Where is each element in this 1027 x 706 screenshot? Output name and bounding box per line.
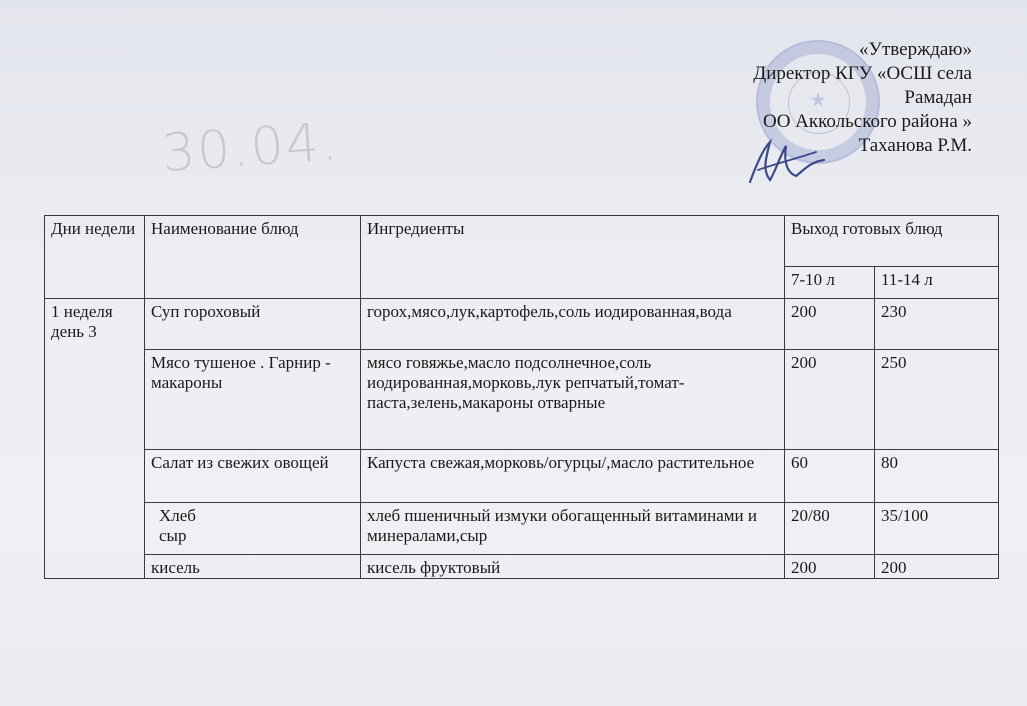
dish-name — [145, 503, 361, 555]
output-7-10: 200 — [785, 555, 875, 579]
table-row — [45, 350, 999, 450]
table-row — [45, 299, 999, 350]
dish-name: Салат из свежих овощей — [145, 450, 361, 503]
output-11-14: 35/100 — [875, 503, 999, 555]
dish-ingredients: хлеб пшеничный измуки обогащенный витаминами и минералами,сыр — [361, 503, 785, 555]
handwritten-date: 30.04. — [160, 111, 342, 185]
dish-name-bread: Хлеб — [159, 506, 196, 525]
table-row — [45, 503, 999, 555]
output-7-10: 200 — [785, 299, 875, 350]
dish-ingredients: кисель фруктовый — [361, 555, 785, 579]
header-dish-name: Наименование блюд — [145, 216, 361, 299]
output-7-10: 200 — [785, 350, 875, 450]
header-days: Дни недели — [45, 216, 145, 299]
table-row — [45, 450, 999, 503]
approval-district: ОО Аккольского района » — [762, 111, 972, 132]
dish-ingredients: горох,мясо,лук,картофель,соль иодированная,вода — [361, 299, 785, 350]
approval-village: Рамадан — [904, 87, 972, 108]
output-11-14: 200 — [875, 555, 999, 579]
signature — [740, 130, 830, 190]
output-7-10: 20/80 — [785, 503, 875, 555]
table-header-row — [45, 216, 999, 267]
dish-name: кисель — [145, 555, 361, 579]
output-11-14: 80 — [875, 450, 999, 503]
dish-name-cheese: сыр — [159, 526, 187, 545]
dish-ingredients: Капуста свежая,морковь/огурцы/,масло растительное — [361, 450, 785, 503]
day-label: 1 неделя день 3 — [45, 299, 145, 579]
dish-name: Мясо тушеное . Гарнир - макароны — [145, 350, 361, 450]
output-11-14: 250 — [875, 350, 999, 450]
menu-table — [44, 215, 999, 579]
header-age-7-10: 7-10 л — [785, 267, 875, 299]
dish-ingredients: мясо говяжье,масло подсолнечное,соль иодированная,морковь,лук репчатый,томат-паста,зелень,макароны отварные — [361, 350, 785, 450]
header-ingredients: Ингредиенты — [361, 216, 785, 299]
output-7-10: 60 — [785, 450, 875, 503]
table-row — [45, 555, 999, 579]
approval-position: Директор КГУ «ОСШ села — [753, 63, 972, 84]
dish-name: Суп гороховый — [145, 299, 361, 350]
header-output: Выход готовых блюд — [785, 216, 999, 267]
approval-name: Таханова Р.М. — [858, 135, 972, 156]
output-11-14: 230 — [875, 299, 999, 350]
header-age-11-14: 11-14 л — [875, 267, 999, 299]
approval-title: «Утверждаю» — [859, 39, 972, 60]
